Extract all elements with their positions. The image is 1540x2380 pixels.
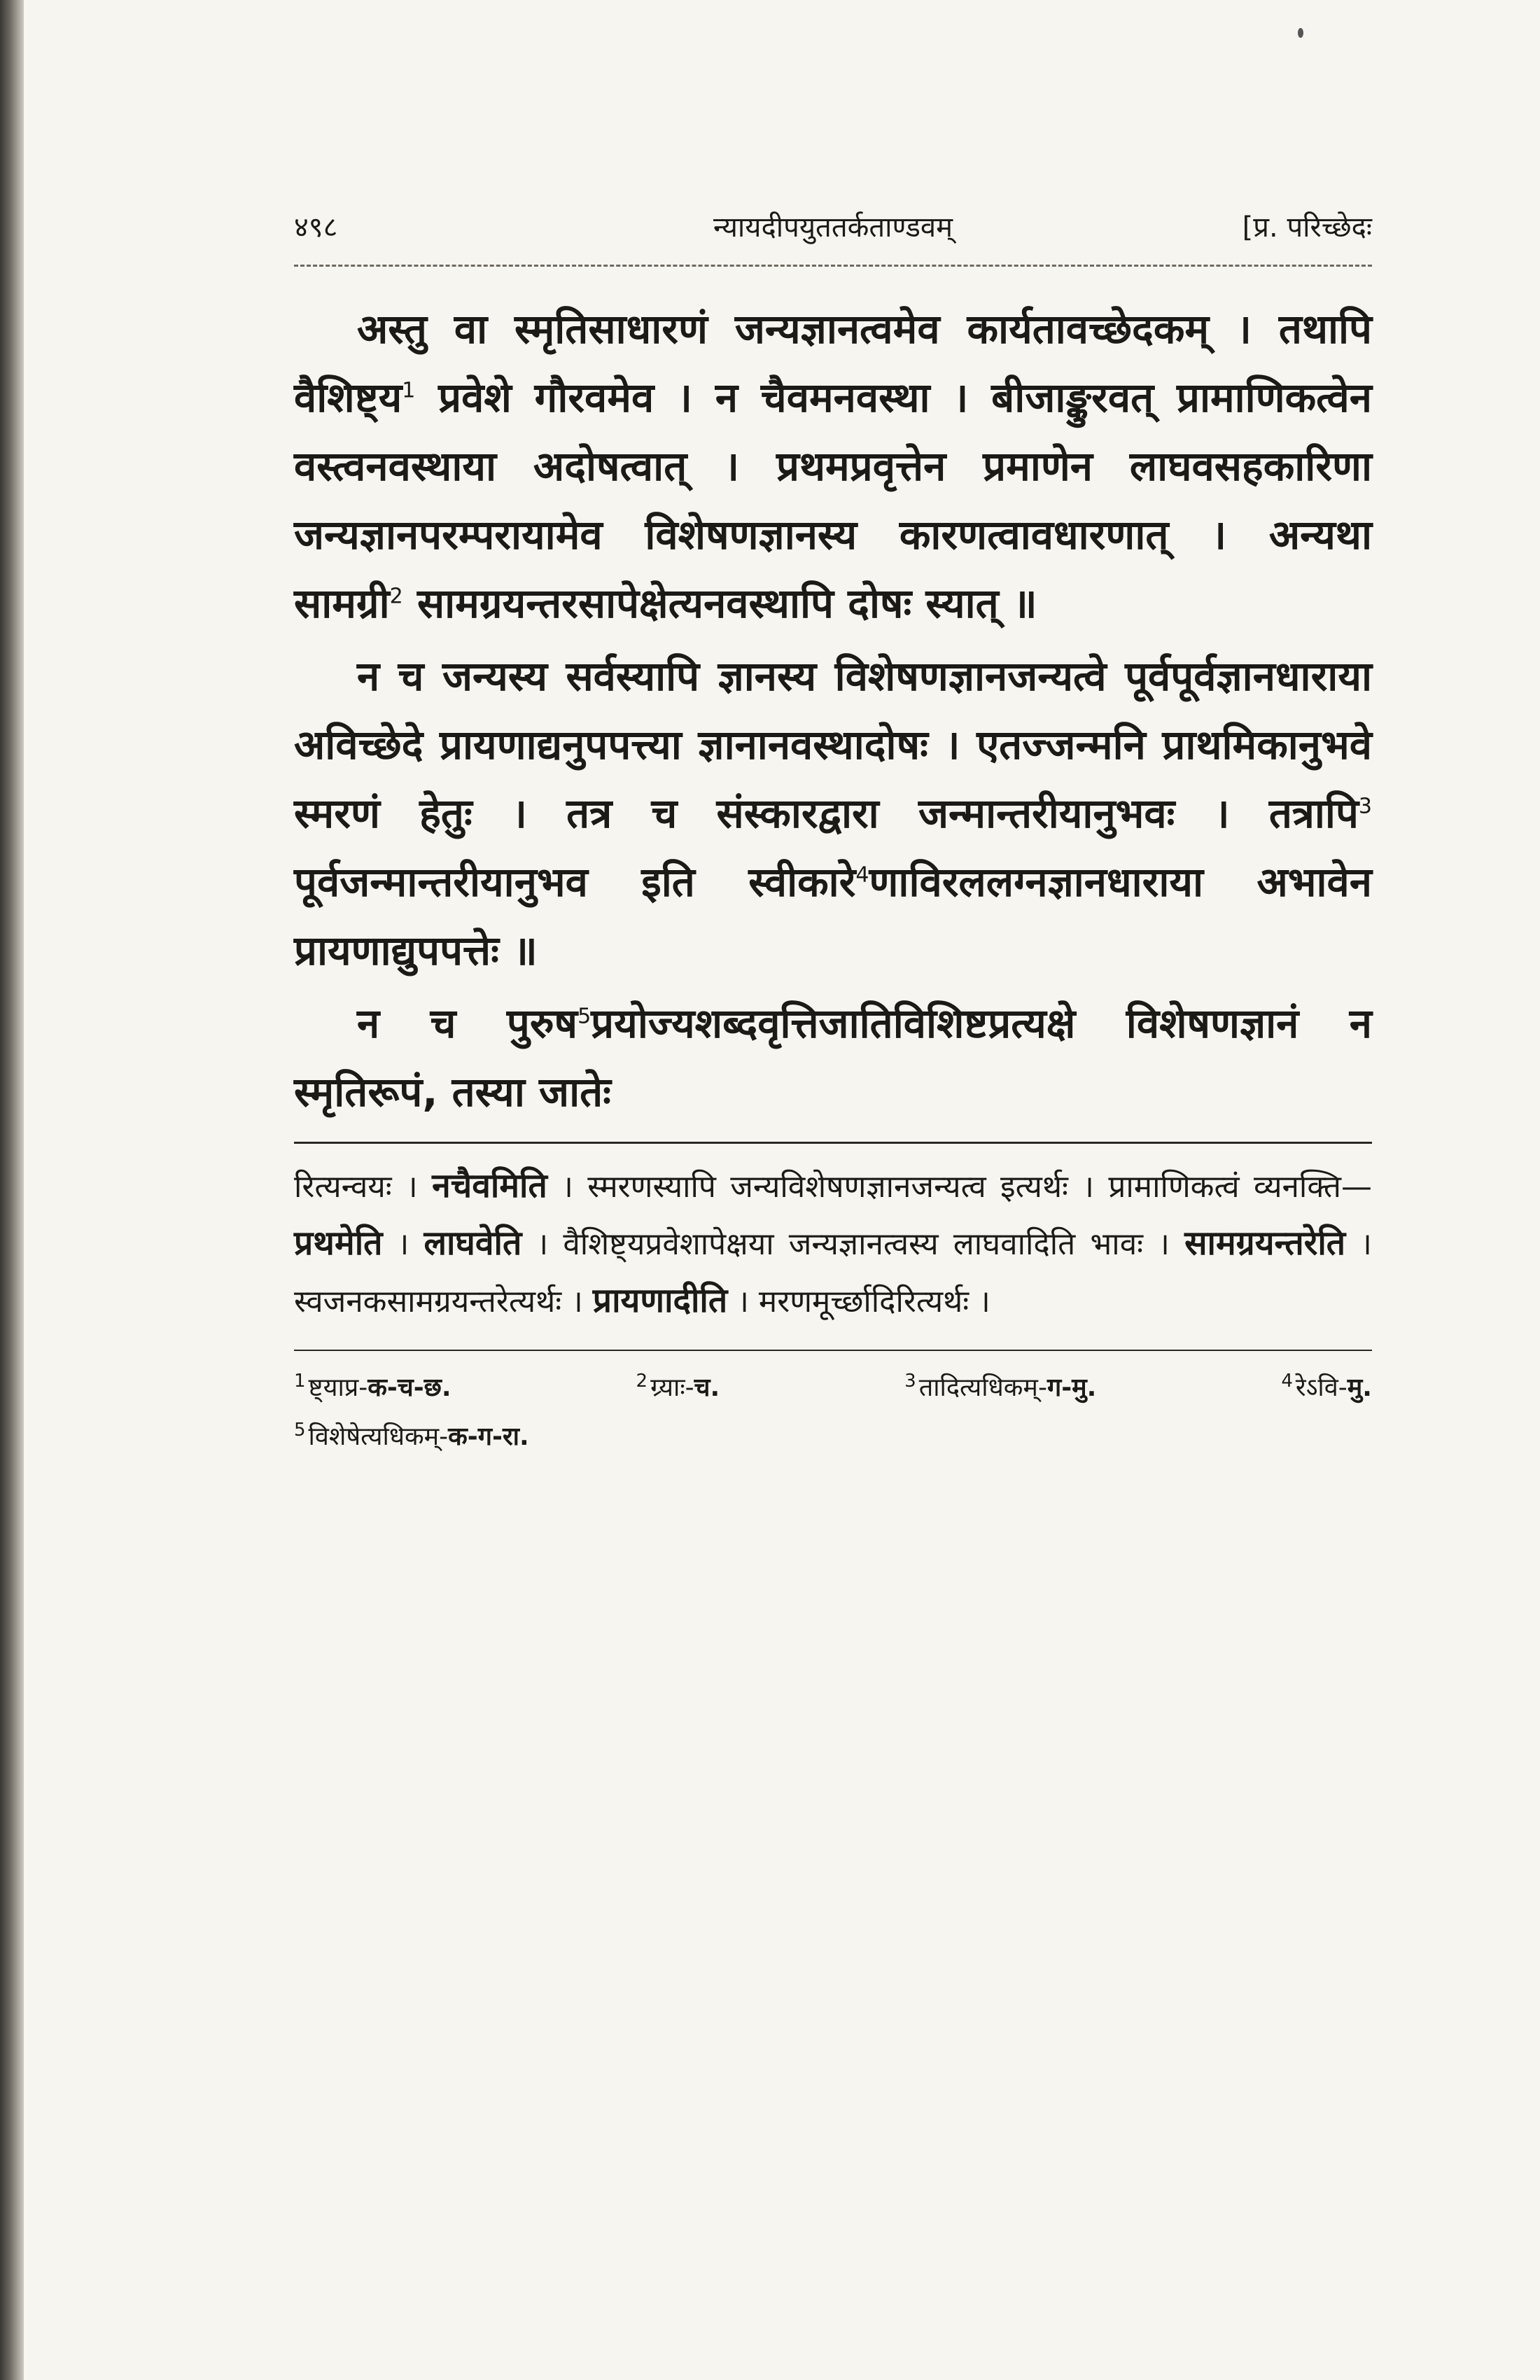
footnote-marker: 4 <box>855 862 869 888</box>
commentary-text: । स्वजनकसामग्रयन्तरेत्यर्थः । <box>294 1226 1372 1320</box>
footnote-marker: 2 <box>389 584 403 609</box>
header-rule <box>294 265 1372 267</box>
text-segment: पूर्वजन्मान्तरीयानुभव इति स्वीकारे <box>294 858 856 906</box>
footnote-5: $^5$ विशेषेत्यधिकम्-क-ग-रा. <box>294 1420 529 1451</box>
pratika-keyword: लाघवेति <box>424 1224 522 1263</box>
footnote-3: $^3$ तादित्यधिकम्-ग-मु. <box>904 1371 1097 1402</box>
text-segment: णाविरललग्नज्ञानधाराया अभावेन प्रायणाद्युपपत्तेः ॥ <box>294 858 1372 974</box>
footnote-marker: 3 <box>1358 794 1372 819</box>
commentary-text: । मरणमूर्च्छादिरित्यर्थः । <box>727 1284 990 1320</box>
text-segment: प्रवेशे गौरवमेव । न चैवमनवस्था । बीजाङ्कुरवत् प्रामाणिकत्वेन वस्त्वनवस्थाया अदोषत्वात् । प्रथमप्रवृत्तेन प्रमाणेन लाघवसहकारिणा जन्यज्ञानपरम्परायामेव विशेषणज्ञानस्य कारणत्वावधारणात् । अन्यथा सामग्री <box>294 374 1372 627</box>
text-segment: न च पुरुष <box>357 1000 578 1047</box>
main-text <box>294 295 1372 1126</box>
running-head <box>294 203 1372 252</box>
footnote-2: $^2$ ग्र्याः-च. <box>636 1371 720 1402</box>
commentary-paragraph <box>294 1158 1372 1330</box>
pratika-keyword: प्रायणादीति <box>592 1281 728 1320</box>
commentary-text: । वैशिष्ट्यप्रवेशापेक्षया जन्यज्ञानत्वस्य लाघवादिति भावः । <box>522 1226 1185 1262</box>
text-segment: प्रयोज्यशब्दवृत्तिजातिविशिष्टप्रत्यक्षे विशेषणज्ञानं न स्मृतिरूपं, तस्या जातेः <box>294 1000 1372 1116</box>
commentary-text: । <box>382 1226 424 1262</box>
commentary-rule <box>294 1142 1372 1144</box>
commentary-text: रित्यन्वयः । <box>294 1169 433 1205</box>
footnote-marker: 5 <box>578 1004 592 1029</box>
binding-shadow <box>0 0 24 2380</box>
pratika-keyword: नचैवमिति <box>432 1166 547 1205</box>
footnote-marker: 1 <box>402 378 416 403</box>
pratika-keyword: सामग्रयन्तरेति <box>1184 1224 1346 1263</box>
commentary-text: । स्मरणस्यापि जन्यविशेषणज्ञानजन्यत्व इत्यर्थः । प्रामाणिकत्वं व्यनक्ति— <box>547 1169 1372 1205</box>
footnote-row <box>294 1413 1372 1462</box>
footnotes <box>294 1364 1372 1462</box>
running-title: न्यायदीपयुततर्कताण्डवम् <box>713 211 953 244</box>
footnote-1: $^1$ ष्ट्याप्र-क-च-छ. <box>294 1371 451 1402</box>
footnote-rule <box>294 1350 1372 1351</box>
text-segment: अस्तु वा स्मृतिसाधारणं जन्यज्ञानत्वमेव कार्यतावच्छेदकम् । तथापि वैशिष्ट्य <box>294 305 1372 421</box>
footnote-row <box>294 1364 1372 1413</box>
text-segment: न च जन्यस्य सर्वस्यापि ज्ञानस्य विशेषणज्ञानजन्यत्वे पूर्वपूर्वज्ञानधाराया अविच्छेदे प्रायणाद्यनुपपत्त्या ज्ञानानवस्थादोषः । एतज्जन्मनि प्राथमिकानुभवे स्मरणं हेतुः । तत्र च संस्कारद्वारा जन्मान्तरीयानुभवः । तत्रापि <box>294 652 1372 837</box>
paper-speck <box>1298 28 1303 38</box>
book-page <box>294 203 1372 1462</box>
main-paragraph-2 <box>294 642 1372 985</box>
page-number: ४९८ <box>294 211 338 244</box>
main-paragraph-1 <box>294 295 1372 638</box>
footnote-4: $^4$ रेऽवि-मु. <box>1281 1371 1372 1402</box>
pratika-keyword: प्रथमेति <box>294 1224 383 1263</box>
commentary <box>294 1158 1372 1330</box>
main-paragraph-3 <box>294 989 1372 1126</box>
text-segment: सामग्रयन्तरसापेक्षेत्यनवस्थापि दोषः स्यात् ॥ <box>402 580 1037 627</box>
section-label: [प्र. परिच्छेदः <box>1242 211 1372 244</box>
